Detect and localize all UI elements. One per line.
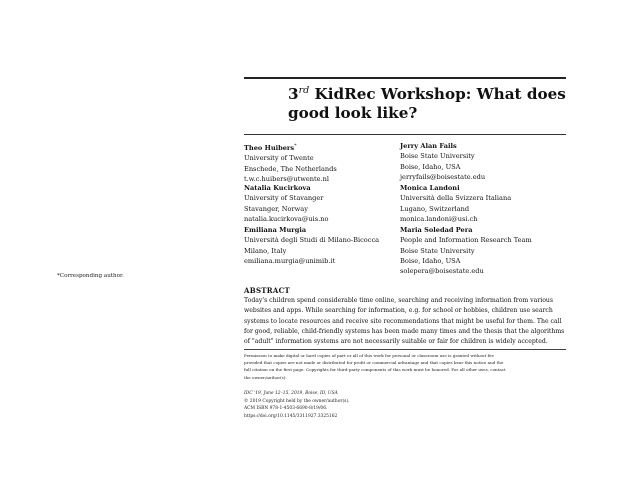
- author-email: t.w.c.huibers@utwente.nl: [244, 175, 330, 184]
- permission-line: full citation on the first page. Copyrights for third-party components of this work must be honored. For all other uses, contact: [244, 367, 506, 373]
- author-affiliation: University of Twente: [244, 154, 314, 163]
- title-ordinal: 3rd: [288, 85, 310, 104]
- abstract-line: systems to locate resources and receive site recommendations that might be useful for them. The call: [244, 317, 562, 325]
- title-line2: good look like?: [288, 104, 418, 123]
- author-block: [244, 225, 379, 266]
- author-email: solepera@boisestate.edu: [400, 267, 484, 276]
- abstract-line: Today's children spend considerable time online, searching and receiving information from various: [244, 297, 554, 304]
- abstract-heading: ABSTRACT: [244, 286, 291, 295]
- title-bottom-rule: [244, 134, 566, 135]
- author-name: Emiliana Murgia: [244, 226, 307, 234]
- abstract-line: of "adult" information systems are not necessarily suitable or fair for children is widely accepted.: [244, 338, 548, 346]
- permission-rule: [244, 349, 566, 350]
- paper-title: [288, 81, 573, 123]
- permission-line: provided that copies are not made or distributed for profit or commercial advantage and that copies bear this notice and the: [244, 360, 504, 366]
- author-affiliation: Università della Svizzera Italiana: [400, 194, 512, 203]
- author-block: [400, 183, 511, 224]
- author-location: Lugano, Switzerland: [400, 204, 470, 213]
- author-name: Jerry Alan Fails: [400, 142, 457, 150]
- corresponding-author-footnote: *Corresponding author.: [57, 273, 124, 279]
- author-affiliation: Università degli Studi di Milano-Bicocca: [244, 236, 380, 245]
- permission-line: Permission to make digital or hard copies of part or all of this work for personal or classroom use is granted without fee: [244, 353, 494, 358]
- author-affiliation-2: Boise State University: [400, 246, 475, 255]
- author-location: Boise, Idaho, USA: [400, 162, 461, 171]
- author-email: jerryfails@boisestate.edu: [400, 172, 486, 181]
- author-email: natalia.kucirkova@uis.no: [244, 214, 329, 223]
- venue: IDC '19, June 12–15, 2019, Boise, ID, USA: [244, 391, 338, 396]
- author-name: Theo Huibers*: [244, 143, 297, 153]
- author-block: [400, 225, 532, 276]
- author-block: [244, 141, 337, 184]
- isbn: ACM ISBN 978-1-4503-6690-8/19/06.: [244, 406, 328, 412]
- author-affiliation: Boise State University: [400, 152, 475, 161]
- author-location: Enschede, The Netherlands: [244, 164, 337, 173]
- author-block: [400, 141, 485, 182]
- author-location: Boise, Idaho, USA: [400, 256, 461, 265]
- author-affiliation: University of Stavanger: [244, 194, 324, 203]
- author-name: Monica Landoni: [400, 184, 460, 192]
- author-email: emiliana.murgia@unimib.it: [244, 256, 336, 265]
- author-name: Natalia Kucirkova: [244, 184, 311, 192]
- abstract-line: for good, reliable, child-friendly systems has been made many times and the thesis that the algorithms: [244, 328, 565, 336]
- author-name: Maria Soledad Pera: [400, 226, 473, 234]
- doi-link[interactable]: https://doi.org/10.1145/3311927.3325162: [244, 413, 338, 419]
- abstract-body: [244, 296, 568, 348]
- author-affiliation: People and Information Research Team: [400, 236, 532, 245]
- title-top-rule: [244, 77, 566, 79]
- author-location: Milano, Italy: [244, 246, 287, 255]
- publication-info: [244, 390, 350, 420]
- permission-line: the owner/author(s).: [244, 374, 287, 380]
- abstract-line: websites and apps. While searching for information, e.g. for school or hobbies, children use search: [244, 307, 553, 315]
- author-location: Stavanger, Norway: [244, 204, 308, 213]
- author-block: [244, 183, 328, 224]
- copyright: © 2019 Copyright held by the owner/author(s).: [244, 398, 350, 404]
- title-line1: KidRec Workshop: What does: [309, 85, 566, 104]
- permission-notice: [244, 352, 568, 381]
- author-email: monica.landoni@usi.ch: [400, 214, 478, 223]
